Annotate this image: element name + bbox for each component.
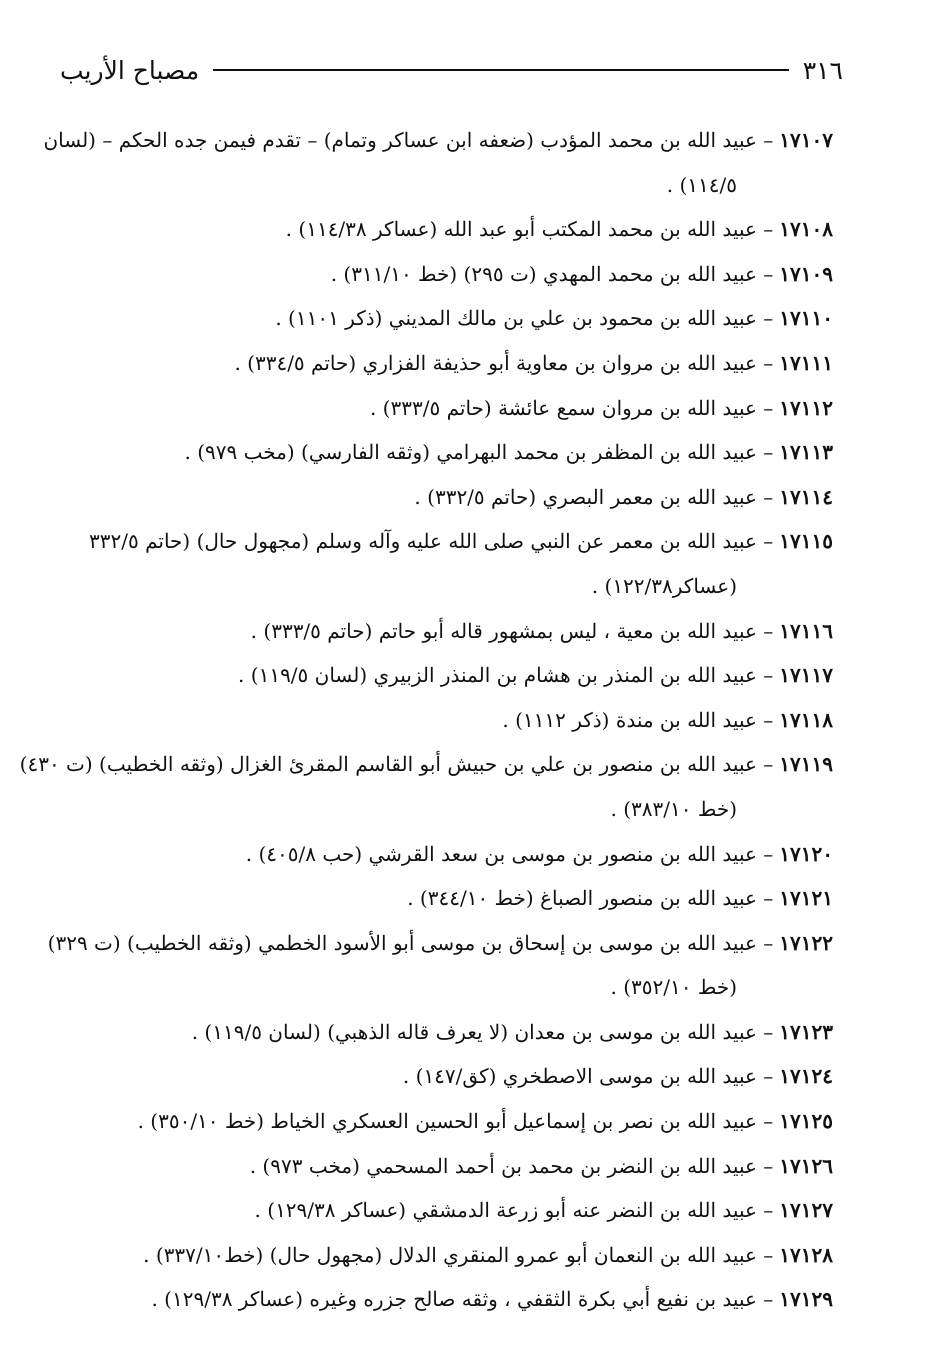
entry-line bbox=[60, 296, 833, 341]
entry-text: – عبيد الله بن المظفر بن محمد البهرامي (وثقه الفارسي) (مخب ٩٧٩) . bbox=[184, 440, 774, 465]
entry-text: – عبيد الله بن مروان سمع عائشة (حاتم ٣٣٣/٥) . bbox=[369, 395, 774, 420]
entry-text: – عبيد الله بن محمد المكتب أبو عبد الله (عساكر ١١٤/٣٨) . bbox=[285, 217, 774, 242]
list-item bbox=[60, 1054, 833, 1099]
entry-text: – عبيد الله بن معية ، ليس بمشهور قاله أبو حاتم (حاتم ٣٣٣/٥) . bbox=[250, 618, 774, 643]
entry-line bbox=[60, 698, 833, 743]
entry-number: ١٧١٢٠ bbox=[779, 841, 833, 866]
page-number: ٣١٦ bbox=[802, 55, 843, 85]
entry-line bbox=[60, 609, 833, 654]
entry-line bbox=[60, 1233, 833, 1278]
list-item bbox=[19, 742, 833, 831]
entry-list bbox=[19, 118, 833, 1322]
header-rule bbox=[213, 69, 789, 71]
entry-number: ١٧١٢٧ bbox=[779, 1198, 833, 1223]
entry-line bbox=[60, 876, 833, 921]
entry-line bbox=[19, 742, 833, 787]
entry-continuation bbox=[60, 564, 833, 609]
entry-number: ١٧١٢٨ bbox=[779, 1242, 833, 1267]
entry-number: ١٧١٢٦ bbox=[779, 1153, 833, 1178]
list-item bbox=[60, 207, 833, 252]
entry-text: – عبيد الله بن معمر البصري (حاتم ٣٣٢/٥) . bbox=[414, 484, 774, 509]
entry-text: – عبيد الله بن موسى بن إسحاق بن موسى أبو الأسود الخطمي (وثقه الخطيب) (ت ٣٢٩) bbox=[47, 930, 774, 955]
list-item bbox=[60, 609, 833, 654]
entry-text: (عساكر١٢٢/٣٨) . bbox=[591, 573, 737, 598]
list-item bbox=[60, 341, 833, 386]
entry-number: ١٧١٢٩ bbox=[779, 1287, 833, 1312]
entry-line bbox=[60, 252, 833, 297]
entry-number: ١٧١٠٩ bbox=[779, 261, 833, 286]
list-item bbox=[60, 1144, 833, 1189]
entry-text: (خط ٣٥٢/١٠) . bbox=[610, 975, 737, 1000]
entry-text: – عبيد الله بن منصور الصباغ (خط ٣٤٤/١٠) . bbox=[407, 886, 774, 911]
entry-text: – عبيد الله بن محمد المهدي (ت ٢٩٥) (خط ٣١١/١٠) . bbox=[330, 261, 774, 286]
entry-text: – عبيد الله بن محمود بن علي بن مالك المديني (ذكر ١١٠١) . bbox=[275, 306, 774, 331]
entry-text: – عبيد الله بن معمر عن النبي صلى الله عليه وآله وسلم (مجهول حال) (حاتم ٣٣٢/٥ bbox=[89, 529, 774, 554]
list-item bbox=[60, 519, 833, 608]
entry-number: ١٧١٢٥ bbox=[779, 1109, 833, 1134]
entry-number: ١٧١١٧ bbox=[779, 663, 833, 688]
entry-text: – عبيد الله بن النضر بن محمد بن أحمد المسحمي (مخب ٩٧٣) . bbox=[249, 1153, 774, 1178]
entry-line bbox=[60, 1054, 833, 1099]
entry-text: – عبيد الله بن منصور بن علي بن حبيش أبو القاسم المقرئ الغزال (وثقه الخطيب) (ت ٤٣٠) bbox=[19, 752, 774, 777]
entry-continuation bbox=[60, 163, 833, 208]
entry-text: ١١٤/٥) . bbox=[666, 172, 737, 197]
entry-text: – عبيد الله بن موسى الاصطخري (كق/١٤٧) . bbox=[402, 1064, 774, 1089]
list-item bbox=[60, 1277, 833, 1322]
entry-text: – عبيد الله بن مروان بن معاوية أبو حذيفة الفزاري (حاتم ٣٣٤/٥) . bbox=[234, 350, 774, 375]
entry-text: – عبيد الله بن موسى بن معدان (لا يعرف قاله الذهبي) (لسان ١١٩/٥) . bbox=[191, 1019, 774, 1044]
entry-number: ١٧١٢٢ bbox=[779, 930, 833, 955]
entry-line bbox=[47, 921, 833, 966]
entry-text: – عبيد الله بن نصر بن إسماعيل أبو الحسين العسكري الخياط (خط ٣٥٠/١٠) . bbox=[137, 1109, 774, 1134]
entry-number: ١٧١٢٣ bbox=[779, 1019, 833, 1044]
entry-number: ١٧١١٦ bbox=[779, 618, 833, 643]
entry-text: – عبيد الله بن محمد المؤدب (ضعفه ابن عساكر وتمام) – تقدم فيمن جده الحكم – (لسان bbox=[43, 128, 774, 152]
list-item bbox=[60, 1010, 833, 1055]
entry-number: ١٧١١١ bbox=[779, 350, 833, 375]
list-item bbox=[60, 653, 833, 698]
entry-number: ١٧١١٩ bbox=[779, 752, 833, 777]
entry-line bbox=[60, 475, 833, 520]
entry-text: – عبيد الله بن النعمان أبو عمرو المنقري الدلال (مجهول حال) (خط٣٣٧/١٠) . bbox=[143, 1242, 774, 1267]
entry-number: ١٧١١٣ bbox=[779, 440, 833, 465]
entry-number: ١٧١١٥ bbox=[779, 529, 833, 554]
entry-number: ١٧١١٢ bbox=[779, 395, 833, 420]
running-title: مصباح الأريب bbox=[60, 55, 200, 85]
list-item bbox=[60, 1188, 833, 1233]
entry-number: ١٧١٠٧ bbox=[779, 128, 833, 152]
list-item bbox=[60, 832, 833, 877]
list-item bbox=[60, 1099, 833, 1144]
entry-line bbox=[60, 1010, 833, 1055]
entry-number: ١٧١١٨ bbox=[779, 707, 833, 732]
list-item bbox=[47, 921, 833, 1010]
list-item bbox=[60, 698, 833, 743]
list-item bbox=[60, 386, 833, 431]
entry-line bbox=[60, 1144, 833, 1189]
entry-text: (خط ٣٨٣/١٠) . bbox=[610, 796, 737, 821]
entry-line bbox=[60, 1188, 833, 1233]
entry-continuation bbox=[60, 965, 833, 1010]
page-header bbox=[60, 52, 843, 88]
list-item bbox=[60, 296, 833, 341]
entry-line bbox=[60, 341, 833, 386]
entry-line bbox=[60, 653, 833, 698]
entry-line bbox=[60, 519, 833, 564]
entry-text: – عبيد بن نفيع أبي بكرة الثقفي ، وثقه صالح جزره وغيره (عساكر ١٢٩/٣٨) . bbox=[151, 1287, 774, 1312]
list-item bbox=[60, 876, 833, 921]
entry-line bbox=[60, 1099, 833, 1144]
entry-line bbox=[43, 118, 833, 163]
entry-line bbox=[60, 430, 833, 475]
entry-number: ١٧١٢١ bbox=[779, 886, 833, 911]
list-item bbox=[60, 1233, 833, 1278]
list-item bbox=[60, 430, 833, 475]
entry-line bbox=[60, 1277, 833, 1322]
entry-number: ١٧١١٤ bbox=[779, 484, 833, 509]
list-item bbox=[60, 252, 833, 297]
entry-continuation bbox=[60, 787, 833, 832]
entry-number: ١٧١٠٨ bbox=[779, 217, 833, 242]
entry-line bbox=[60, 832, 833, 877]
entry-text: – عبيد الله بن مندة (ذكر ١١١٢) . bbox=[502, 707, 774, 732]
entry-number: ١٧١١٠ bbox=[779, 306, 833, 331]
entry-line bbox=[60, 207, 833, 252]
entry-text: – عبيد الله بن النضر عنه أبو زرعة الدمشقي (عساكر ١٢٩/٣٨) . bbox=[254, 1198, 774, 1223]
list-item bbox=[60, 475, 833, 520]
list-item bbox=[43, 118, 833, 207]
entry-number: ١٧١٢٤ bbox=[779, 1064, 833, 1089]
entry-text: – عبيد الله بن المنذر بن هشام بن المنذر الزبيري (لسان ١١٩/٥) . bbox=[238, 663, 774, 688]
entry-line bbox=[60, 386, 833, 431]
entry-text: – عبيد الله بن منصور بن موسى بن سعد القرشي (حب ٤٠٥/٨) . bbox=[245, 841, 774, 866]
